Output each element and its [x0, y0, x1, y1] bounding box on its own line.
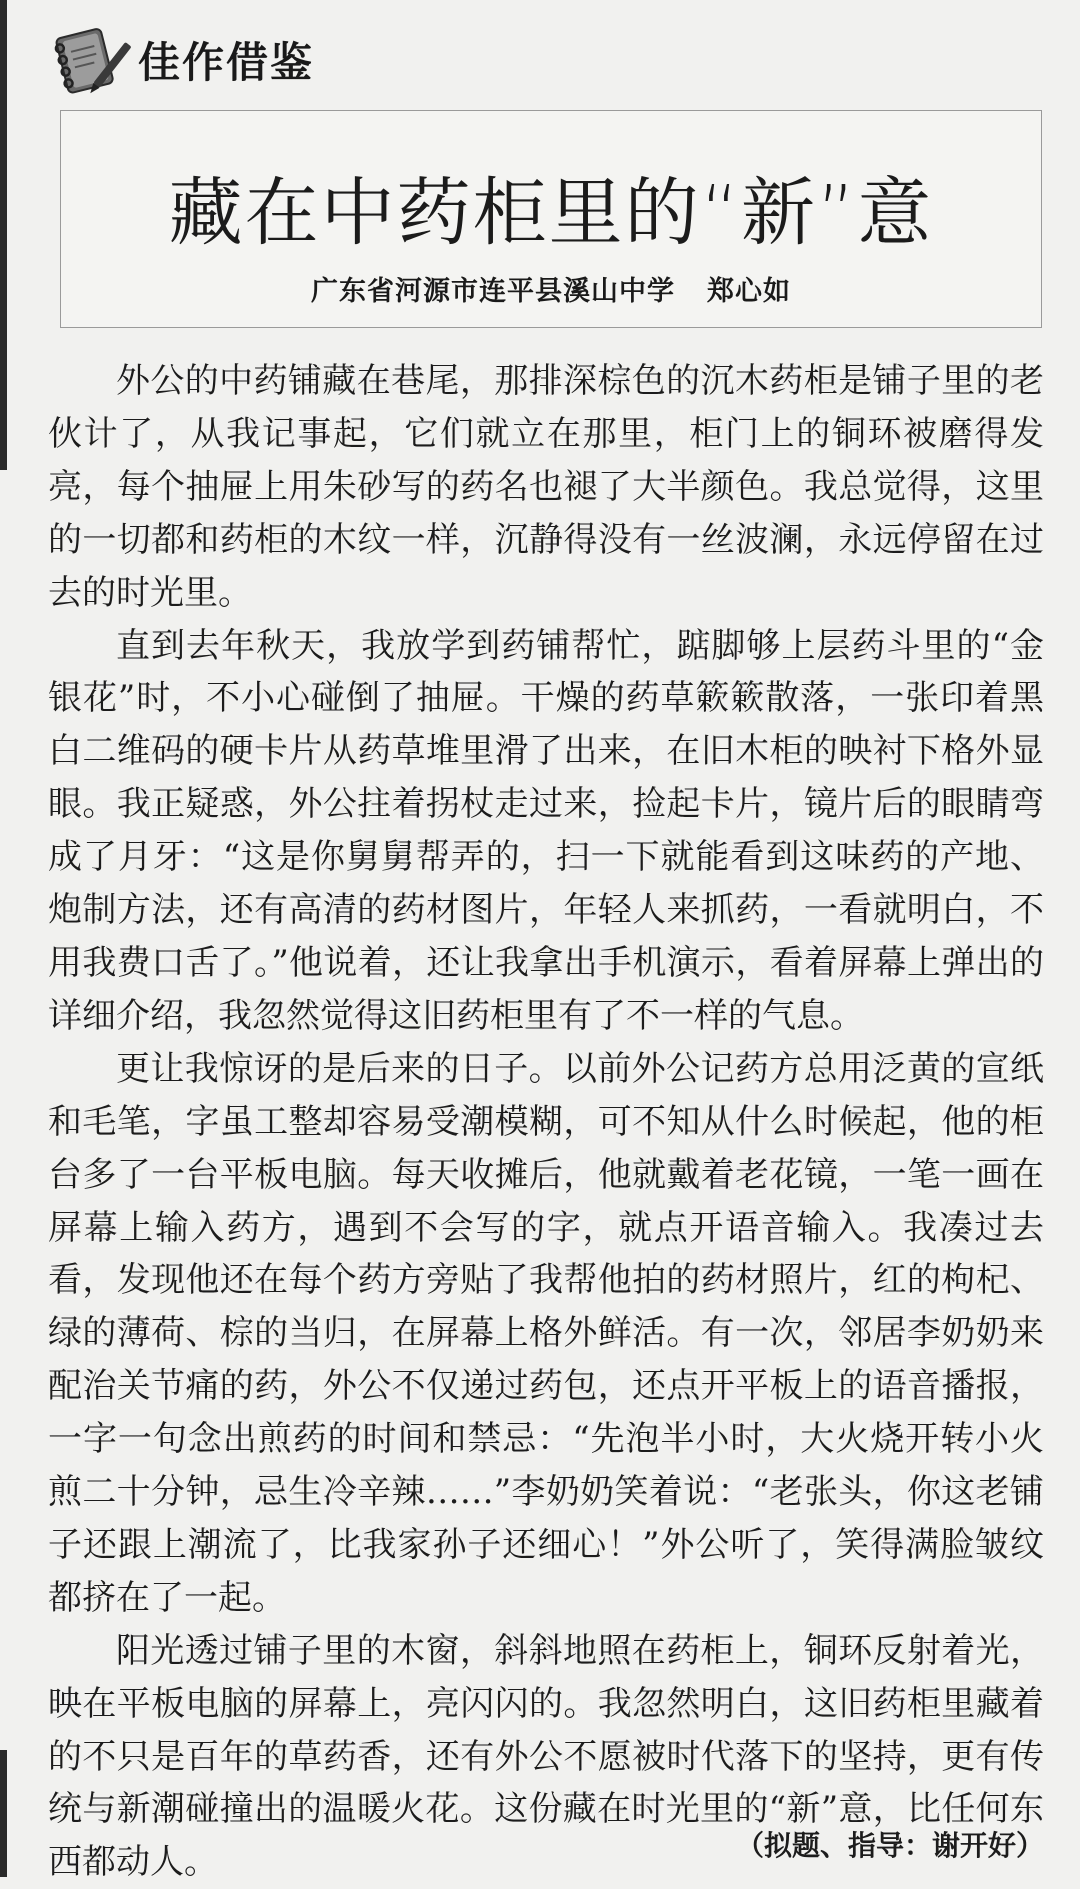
section-header [48, 20, 314, 100]
author-name: 郑心如 [707, 276, 791, 307]
article-body [48, 355, 1044, 1889]
paragraph: 外公的中药铺藏在巷尾，那排深棕色的沉木药柜是铺子里的老伙计了，从我记事起，它们就立在那里，柜门上的铜环被磨得发亮，每个抽屉上用朱砂写的药名也褪了大半颜色。我总觉得，这里的一切都和药柜的木纹一样，沉静得没有一丝波澜，永远停留在过去的时光里。 [48, 361, 1044, 613]
credit-line: （拟题、指导：谢开好） [735, 1829, 1044, 1862]
page-edge-bar-bottom [0, 1750, 7, 1877]
article-title-box [60, 110, 1042, 328]
school-name: 广东省河源市连平县溪山中学 [311, 276, 675, 307]
paragraph: 直到去年秋天，我放学到药铺帮忙，踮脚够上层药斗里的“金银花”时，不小心碰倒了抽屉。干燥的药草簌簌散落，一张印着黑白二维码的硬卡片从药草堆里滑了出来，在旧木柜的映衬下格外显眼。我正疑惑，外公拄着拐杖走过来，捡起卡片，镜片后的眼睛弯成了月牙：“这是你舅舅帮弄的，扫一下就能看到这味药的产地、炮制方法，还有高清的药材图片，年轻人来抓药，一看就明白，不用我费口舌了。”他说着，还让我拿出手机演示，看着屏幕上弹出的详细介绍，我忽然觉得这旧药柜里有了不一样的气息。 [48, 625, 1044, 1036]
section-title: 佳作借鉴 [138, 38, 315, 87]
page-edge-bar [0, 0, 7, 470]
paragraph: 更让我惊讶的是后来的日子。以前外公记药方总用泛黄的宣纸和毛笔，字虽工整却容易受潮模糊，可不知从什么时候起，他的柜台多了一台平板电脑。每天收摊后，他就戴着老花镜，一笔一画在屏幕上输入药方，遇到不会写的字，就点开语音输入。我凑过去看，发现他还在每个药方旁贴了我帮他拍的药材照片，红的枸杞、绿的薄荷、棕的当归，在屏幕上格外鲜活。有一次，邻居李奶奶来配治关节痛的药，外公不仅递过药包，还点开平板上的语音播报，一字一句念出煎药的时间和禁忌：“先泡半小时，大火烧开转小火煎二十分钟，忌生冷辛辣……”李奶奶笑着说：“老张头，你这老铺子还跟上潮流了，比我家孙子还细心！”外公听了，笑得满脸皱纹都挤在了一起。 [48, 1048, 1044, 1618]
notebook-pen-icon [48, 20, 132, 100]
article-title: 藏在中药柜里的“新”意 [168, 170, 934, 256]
paragraph: 阳光透过铺子里的木窗，斜斜地照在药柜上，铜环反射着光，映在平板电脑的屏幕上，亮闪闪的。我忽然明白，这旧药柜里藏着的不只是百年的草药香，还有外公不愿被时代落下的坚持，更有传统与新潮碰撞出的温暖火花。这份藏在时光里的“新”意，比任何东西都动人。 [48, 1630, 1044, 1883]
byline [61, 269, 1041, 308]
